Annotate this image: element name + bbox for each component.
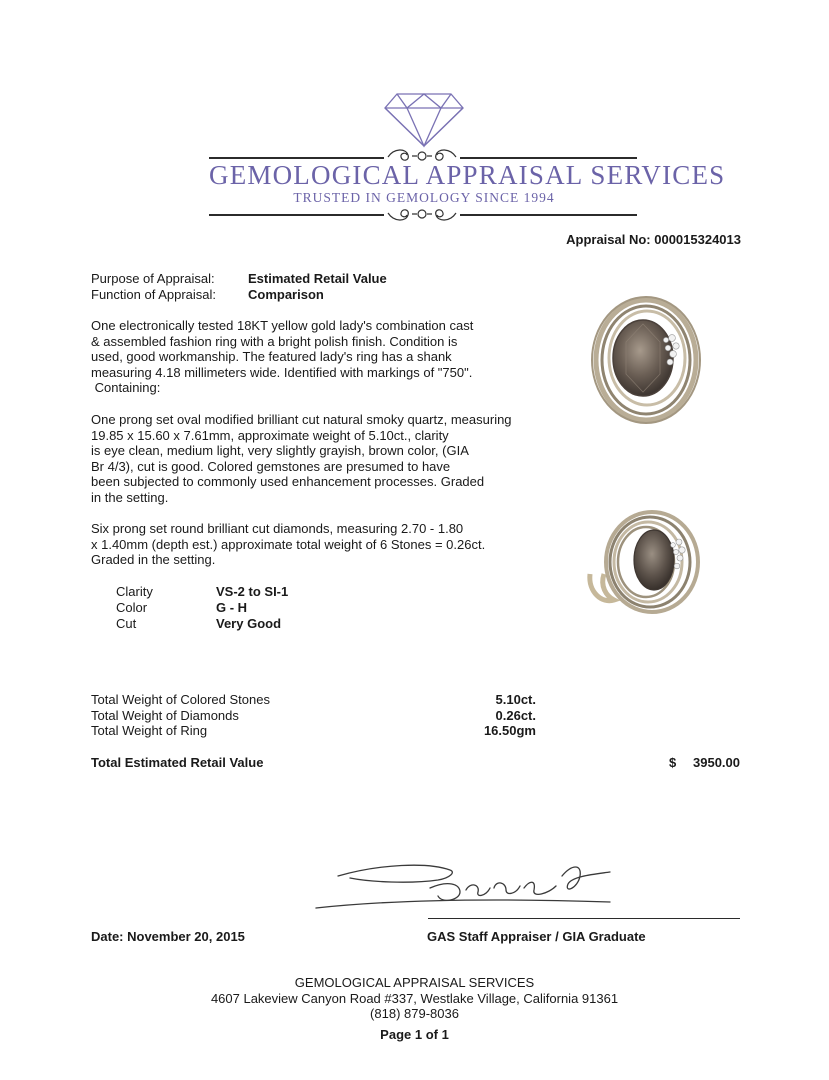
footer-company: GEMOLOGICAL APPRAISAL SERVICES (294, 975, 535, 990)
quartz-description-line: One prong set oval modified brilliant cut natural smoky quartz, measuring (91, 412, 512, 427)
scroll-ornament-bottom-icon (384, 204, 460, 224)
ring-description-line: One electronically tested 18KT yellow gold lady's combination cast (91, 318, 474, 333)
total-label: Total Weight of Ring (91, 723, 208, 738)
grade-label: Color (116, 600, 148, 615)
quartz-description-line: in the setting. (91, 489, 169, 505)
company-title: GEMOLOGICAL APPRAISAL SERVICES (209, 160, 726, 190)
grade-value: G - H (216, 600, 248, 615)
ring-description (91, 318, 473, 396)
ring-description-line: Containing: (91, 380, 161, 395)
diamond-logo-icon (383, 92, 465, 148)
diamond-description-line: x 1.40mm (depth est.) approximate total weight of 6 Stones = 0.26ct. (91, 536, 486, 552)
purpose-label: Purpose of Appraisal: (91, 271, 215, 286)
grade-value: VS-2 to SI-1 (216, 584, 289, 599)
page-number: Page 1 of 1 (380, 1027, 449, 1042)
ring-description-line: & assembled fashion ring with a bright polish finish. Condition is (91, 333, 458, 349)
footer-address: 4607 Lakeview Canyon Road #337, Westlake Village, California 91361 (210, 991, 619, 1006)
retail-amount: 3950.00 (693, 755, 740, 770)
total-label: Total Weight of Diamonds (91, 708, 239, 723)
retail-currency: $ (669, 755, 677, 770)
diamond-description (91, 521, 485, 568)
quartz-description-line: is eye clean, medium light, very slightly grayish, brown color, (GIA (91, 443, 469, 458)
quartz-description-line: been subjected to commonly used enhancement processes. Graded (91, 474, 485, 489)
appraiser-title: GAS Staff Appraiser / GIA Graduate (427, 929, 646, 944)
logo-rule-bottom-left (209, 214, 384, 216)
footer-phone: (818) 879-8036 (370, 1006, 459, 1021)
grade-label: Cut (116, 616, 137, 631)
grade-label: Clarity (116, 584, 153, 599)
retail-value-label: Total Estimated Retail Value (91, 755, 264, 770)
logo-rule-bottom-right (460, 214, 637, 216)
appraisal-number: Appraisal No: 000015324013 (566, 232, 741, 247)
ring-photo-side (584, 506, 704, 618)
grade-value: Very Good (216, 616, 282, 631)
ring-description-line: measuring 4.18 millimeters wide. Identified with markings of "750". (91, 364, 473, 380)
total-value: 0.26ct. (495, 708, 536, 723)
company-tagline: TRUSTED IN GEMOLOGY SINCE 1994 (293, 190, 555, 205)
diamond-description-line: Graded in the setting. (91, 552, 216, 567)
quartz-description (91, 412, 512, 505)
logo-rule-top-left (209, 157, 384, 159)
total-label: Total Weight of Colored Stones (91, 692, 270, 707)
signature-line (428, 918, 740, 919)
appraisal-date: Date: November 20, 2015 (91, 929, 245, 944)
purpose-value: Estimated Retail Value (248, 271, 387, 286)
quartz-description-line: Br 4/3), cut is good. Colored gemstones are presumed to have (91, 458, 451, 474)
diamond-description-line: Six prong set round brilliant cut diamonds, measuring 2.70 - 1.80 (91, 521, 464, 536)
logo-rule-top-right (460, 157, 637, 159)
function-value: Comparison (248, 287, 324, 302)
ring-photo-front (586, 294, 706, 426)
total-value: 16.50gm (483, 723, 536, 738)
function-label: Function of Appraisal: (91, 287, 217, 302)
ring-description-line: used, good workmanship. The featured lady's ring has a shank (91, 349, 452, 364)
total-value: 5.10ct. (495, 692, 536, 707)
quartz-description-line: 19.85 x 15.60 x 7.61mm, approximate weight of 5.10ct., clarity (91, 427, 449, 443)
